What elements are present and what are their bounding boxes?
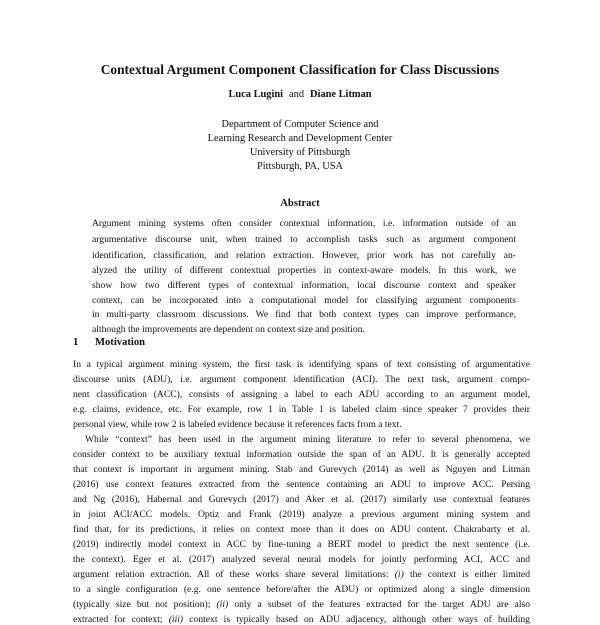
affiliation xyxy=(0,118,600,174)
body-segment: context is typically based on ADU adjacency, although other ways of building xyxy=(189,614,530,625)
body-line: While “context” has been used in the argument mining literature to refer to several phenomena, we xyxy=(85,434,530,445)
author-name: Luca Lugini xyxy=(228,89,284,100)
abstract-line: argumentative discourse unit, when trained to accomplish tasks such as argument component xyxy=(92,234,516,245)
body-line: that context is important in argument mining. Stab and Gurevych (2014) as well as Nguyen and Litman xyxy=(73,464,530,475)
abstract-line: identification, classification, and relation extraction. However, prior work has not carefully an- xyxy=(92,250,516,261)
abstract-heading: Abstract xyxy=(280,198,320,209)
authors-conjunction: and xyxy=(289,89,305,100)
body-segment: the context is either limited xyxy=(409,569,530,580)
body-line: (2016) use context features extracted from the sentence containing an ADU to improve ACC. Persing xyxy=(73,479,530,490)
body-line: consider context to be auxiliary textual information outside the span of an ADU. It is generally accepted xyxy=(73,449,530,460)
body-line: discourse units (ADU), i.e. argument component identification (ACI). The next task, argument compo- xyxy=(73,374,530,385)
list-marker: (iii) xyxy=(168,614,184,625)
authors xyxy=(0,89,600,100)
abstract-line: alyzed the utility of different contextual properties in context-aware models. In this work, we xyxy=(92,265,516,276)
abstract-line: in multi-party classroom discussions. We find that both context types can improve performance, xyxy=(92,309,516,320)
author-name: Diane Litman xyxy=(310,89,372,100)
affiliation-line: Department of Computer Science and xyxy=(221,119,379,130)
body-line: to a single configuration (e.g. one sentence before/after the ADU) or optimized along a single dimension xyxy=(73,584,530,595)
body-segment: (typically size but not position); xyxy=(73,599,211,610)
body-segment: extracted for context; xyxy=(73,614,163,625)
affiliation-line: Learning Research and Development Center xyxy=(207,133,393,144)
body-line: e.g. claims, evidence, etc. For example, row 1 in Table 1 is labeled claim since speaker 7 provides their xyxy=(73,404,530,415)
section-title: Motivation xyxy=(95,337,146,348)
body-line: and Ng (2016), Habernal and Gurevych (2017) and Aker et al. (2017) similarly use contextual features xyxy=(73,494,530,505)
body-line xyxy=(73,599,530,610)
abstract-line: although the improvements are dependent on context size and position. xyxy=(92,324,365,335)
body-line: the context). Eger et al. (2017) analyzed several neural models for jointly performing ACI, ACC and xyxy=(73,554,530,565)
section-number: 1 xyxy=(73,337,79,348)
body-line: in joint ACI/ACC models. Optiz and Frank (2019) analyze a previous argument mining system and xyxy=(73,509,530,520)
body-line xyxy=(73,614,530,625)
list-marker: (i) xyxy=(394,569,404,580)
body-line: find that, for its predictions, it relies on context more than it does on ADU content. Chakrabarty et al. xyxy=(73,524,530,535)
body-segment: argument relation extraction. All of these works share several limitations: xyxy=(73,569,389,580)
body-line: In a typical argument mining system, the first task is identifying spans of text consisting of argumentative xyxy=(73,359,530,370)
body-line xyxy=(73,569,530,580)
abstract-line: Argument mining systems often consider contextual information, i.e. information outside of an xyxy=(92,218,516,229)
abstract-line: context, can be incorporated into a computational model for classifying argument components xyxy=(92,295,516,306)
body-line: (2019) indirectly model context in ACC by fine-tuning a BERT model to predict the next sentence (i.e. xyxy=(73,539,530,550)
affiliation-line: University of Pittsburgh xyxy=(249,147,351,158)
abstract-line: show how two different types of contextual information, local discourse context and speaker xyxy=(92,280,516,291)
section-heading xyxy=(73,337,145,348)
body-line: personal view, while row 2 is labeled evidence because it references facts from a text. xyxy=(73,419,402,430)
list-marker: (ii) xyxy=(216,599,229,610)
paper-title: Contextual Argument Component Classification for Class Discussions xyxy=(100,62,500,77)
affiliation-line: Pittsburgh, PA, USA xyxy=(256,161,344,172)
body-line: nent classification (ACC), consists of assigning a label to each ADU according to an argument model, xyxy=(73,389,530,400)
body-segment: only a subset of the features extracted for the target ADU are also xyxy=(234,599,531,610)
